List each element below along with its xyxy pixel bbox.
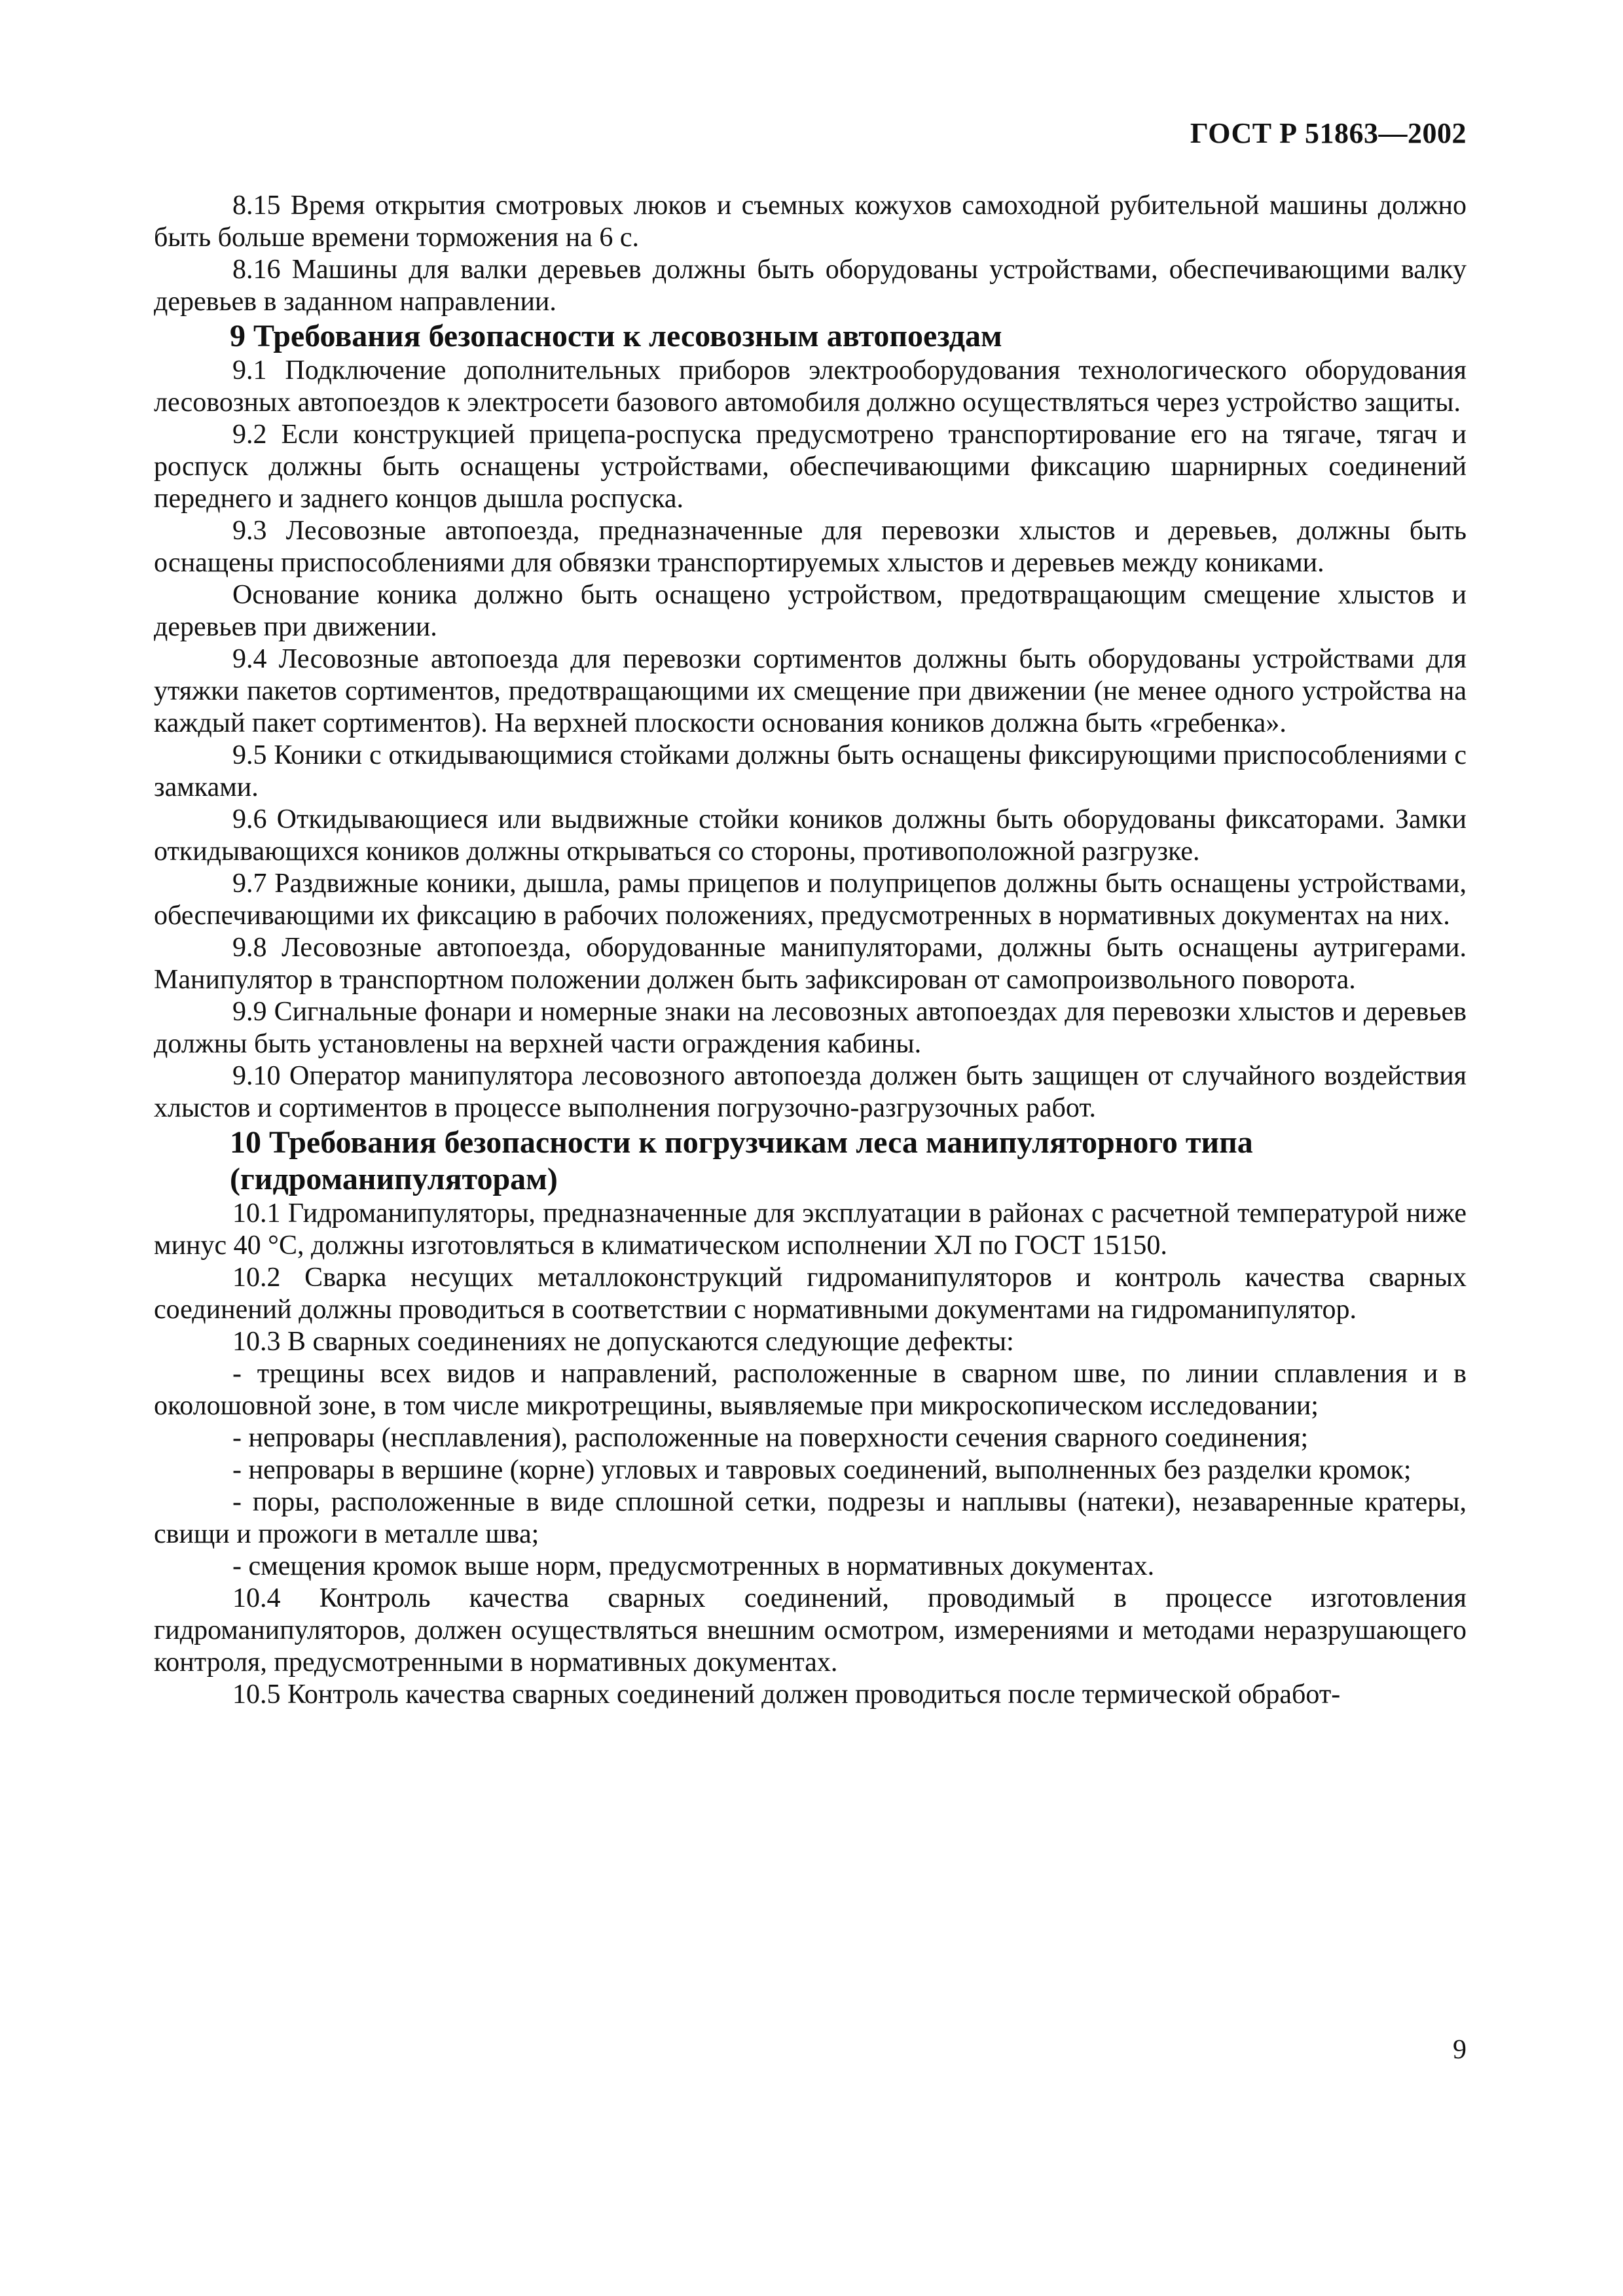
paragraph-9-8: 9.8 Лесовозные автопоезда, оборудованные манипуляторами, должны быть оснащены аутригерами. Манипулятор в транспортном положении должен быть зафиксирован от самопроизвольного поворота. [154,933,1467,995]
paragraph-9-3-continued: Основание коника должно быть оснащено устройством, предотвращающим смещение хлыстов и деревьев при движении. [154,580,1467,642]
page-number: 9 [1453,2035,1467,2065]
paragraph-9-2: 9.2 Если конструкцией прицепа-роспуска предусмотрено транспортирование его на тягаче, тягач и роспуск должны быть оснащены устройствами, обеспечивающими фиксацию шарнирных соединений переднего и заднего концов дышла роспуска. [154,420,1467,514]
paragraph-10-4: 10.4 Контроль качества сварных соединений, проводимый в процессе изготовления гидроманипуляторов, должен осуществляться внешним осмотром, измерениями и методами неразрушающего контроля, предусмотренными в нормативных документах. [154,1583,1467,1677]
paragraph-9-7: 9.7 Раздвижные коники, дышла, рамы прицепов и полуприцепов должны быть оснащены устройствами, обеспечивающими их фиксацию в рабочих положениях, предусмотренных в нормативных документах на них. [154,869,1467,931]
defect-item-edge-displacement: - смещения кромок выше норм, предусмотренных в нормативных документах. [232,1551,1155,1581]
paragraph-10-3: 10.3 В сварных соединениях не допускаются следующие дефекты: [232,1327,1014,1357]
standard-code-header: ГОСТ Р 51863—2002 [1190,117,1467,149]
defect-item-root-lack-of-penetration: - непровары в вершине (корне) угловых и тавровых соединений, выполненных без разделки кромок; [232,1455,1412,1485]
paragraph-9-1: 9.1 Подключение дополнительных приборов электрооборудования технологического оборудования лесовозных автопоездов к электросети базового автомобиля должно осуществляться через устройство защиты. [154,355,1467,418]
paragraph-9-6: 9.6 Откидывающиеся или выдвижные стойки коников должны быть оборудованы фиксаторами. Замки откидывающихся коников должны открываться со стороны, противоположной разгрузке. [154,804,1467,867]
paragraph-8-15: 8.15 Время открытия смотровых люков и съемных кожухов самоходной рубительной машины должно быть больше времени торможения на 6 с. [154,190,1467,253]
paragraph-8-16: 8.16 Машины для валки деревьев должны быть оборудованы устройствами, обеспечивающими валку деревьев в заданном направлении. [154,255,1467,317]
paragraph-9-5: 9.5 Коники с откидывающимися стойками должны быть оснащены фиксирующими приспособлениями с замками. [154,740,1467,802]
paragraph-10-5: 10.5 Контроль качества сварных соединений должен проводиться после термической обработ- [232,1679,1341,1710]
paragraph-9-3: 9.3 Лесовозные автопоезда, предназначенные для перевозки хлыстов и деревьев, должны быть оснащены приспособлениями для обвязки транспортируемых хлыстов и деревьев между кониками. [154,516,1467,578]
section-10-heading: 10 Требования безопасности к погрузчикам леса манипуляторного типа (гидроманипуляторам) [230,1125,1253,1196]
document-body [154,190,1467,1711]
defect-item-lack-of-fusion: - непровары (несплавления), расположенные на поверхности сечения сварного соединения; [232,1423,1309,1453]
defect-item-pores: - поры, расположенные в виде сплошной сетки, подрезы и наплывы (натеки), незаваренные кратеры, свищи и прожоги в металле шва; [154,1487,1467,1549]
paragraph-9-10: 9.10 Оператор манипулятора лесовозного автопоезда должен быть защищен от случайного воздействия хлыстов и сортиментов в процессе выполнения погрузочно-разгрузочных работ. [154,1061,1467,1123]
paragraph-10-1: 10.1 Гидроманипуляторы, предназначенные для эксплуатации в районах с расчетной температурой ниже минус 40 °С, должны изготовляться в климатическом исполнении ХЛ по ГОСТ 15150. [154,1198,1467,1261]
paragraph-9-4: 9.4 Лесовозные автопоезда для перевозки сортиментов должны быть оборудованы устройствами для утяжки пакетов сортиментов, предотвращающими их смещение при движении (не менее одного устройства на каждый пакет сортиментов). На верхней плоскости основания коников должна быть «гребенка». [154,644,1467,738]
section-9-heading: 9 Требования безопасности к лесовозным автопоездам [230,319,1002,353]
defect-item-cracks: - трещины всех видов и направлений, расположенные в сварном шве, по линии сплавления и в околошовной зоне, в том числе микротрещины, выявляемые при микроскопическом исследовании; [154,1359,1467,1421]
paragraph-9-9: 9.9 Сигнальные фонари и номерные знаки на лесовозных автопоездах для перевозки хлыстов и деревьев должны быть установлены на верхней части ограждения кабины. [154,997,1467,1059]
document-page [154,0,1467,2296]
paragraph-10-2: 10.2 Сварка несущих металлоконструкций гидроманипуляторов и контроль качества сварных соединений должны проводиться в соответствии с нормативными документами на гидроманипулятор. [154,1263,1467,1325]
